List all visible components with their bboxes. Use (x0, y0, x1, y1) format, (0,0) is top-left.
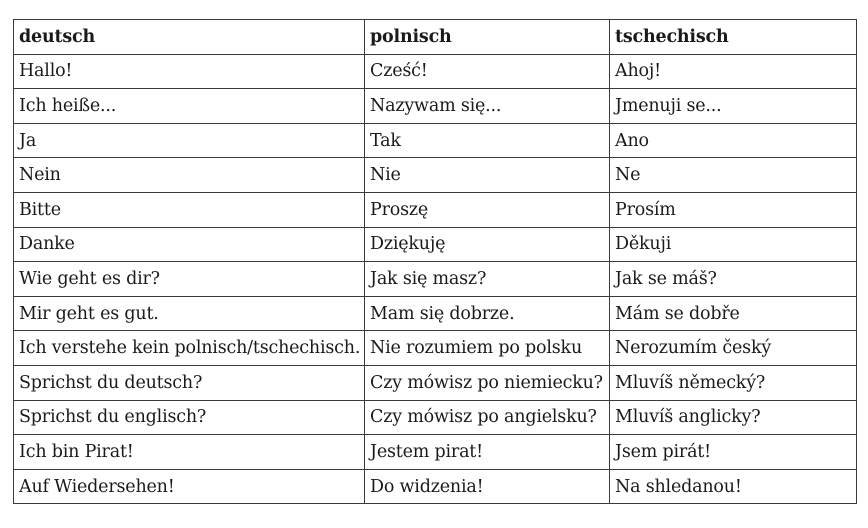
cell-german: Mir geht es gut. (14, 296, 365, 331)
cell-polish: Czy mówisz po niemiecku? (365, 365, 610, 400)
cell-czech: Děkuji (610, 227, 857, 262)
table-row (14, 123, 857, 158)
table-row (14, 227, 857, 262)
table-row (14, 296, 857, 331)
cell-polish: Nie rozumiem po polsku (365, 331, 610, 366)
cell-polish: Jak się masz? (365, 262, 610, 297)
cell-polish: Czy mówisz po angielsku? (365, 400, 610, 435)
cell-german: Ich heiße... (14, 89, 365, 124)
cell-polish: Cześć! (365, 54, 610, 89)
table-row (14, 192, 857, 227)
cell-czech: Mluvíš německý? (610, 365, 857, 400)
cell-german: Wie geht es dir? (14, 262, 365, 297)
cell-german: Sprichst du deutsch? (14, 365, 365, 400)
table-row (14, 400, 857, 435)
cell-czech: Ahoj! (610, 54, 857, 89)
cell-czech: Na shledanou! (610, 469, 857, 504)
cell-czech: Ne (610, 158, 857, 193)
header-row (14, 20, 857, 55)
cell-german: Ja (14, 123, 365, 158)
cell-german: Danke (14, 227, 365, 262)
cell-czech: Ano (610, 123, 857, 158)
header-polish: polnisch (365, 20, 610, 55)
cell-polish: Nazywam się... (365, 89, 610, 124)
table-row (14, 331, 857, 366)
cell-german: Bitte (14, 192, 365, 227)
cell-german: Sprichst du englisch? (14, 400, 365, 435)
table-row (14, 262, 857, 297)
cell-polish: Nie (365, 158, 610, 193)
cell-czech: Nerozumím český (610, 331, 857, 366)
cell-german: Hallo! (14, 54, 365, 89)
cell-czech: Mám se dobře (610, 296, 857, 331)
cell-polish: Proszę (365, 192, 610, 227)
cell-czech: Jsem pirát! (610, 435, 857, 470)
cell-czech: Prosím (610, 192, 857, 227)
table-row (14, 365, 857, 400)
table-body (14, 54, 857, 504)
header-czech: tschechisch (610, 20, 857, 55)
cell-polish: Mam się dobrze. (365, 296, 610, 331)
table-row (14, 469, 857, 504)
table-row (14, 435, 857, 470)
cell-polish: Do widzenia! (365, 469, 610, 504)
table-row (14, 158, 857, 193)
cell-polish: Dziękuję (365, 227, 610, 262)
cell-german: Nein (14, 158, 365, 193)
cell-german: Auf Wiedersehen! (14, 469, 365, 504)
cell-german: Ich verstehe kein polnisch/tschechisch. (14, 331, 365, 366)
cell-czech: Jmenuji se... (610, 89, 857, 124)
cell-german: Ich bin Pirat! (14, 435, 365, 470)
phrase-table (13, 19, 857, 504)
table-header (14, 20, 857, 55)
table-row (14, 54, 857, 89)
header-german: deutsch (14, 20, 365, 55)
cell-polish: Tak (365, 123, 610, 158)
cell-czech: Mluvíš anglicky? (610, 400, 857, 435)
cell-czech: Jak se máš? (610, 262, 857, 297)
table-row (14, 89, 857, 124)
cell-polish: Jestem pirat! (365, 435, 610, 470)
